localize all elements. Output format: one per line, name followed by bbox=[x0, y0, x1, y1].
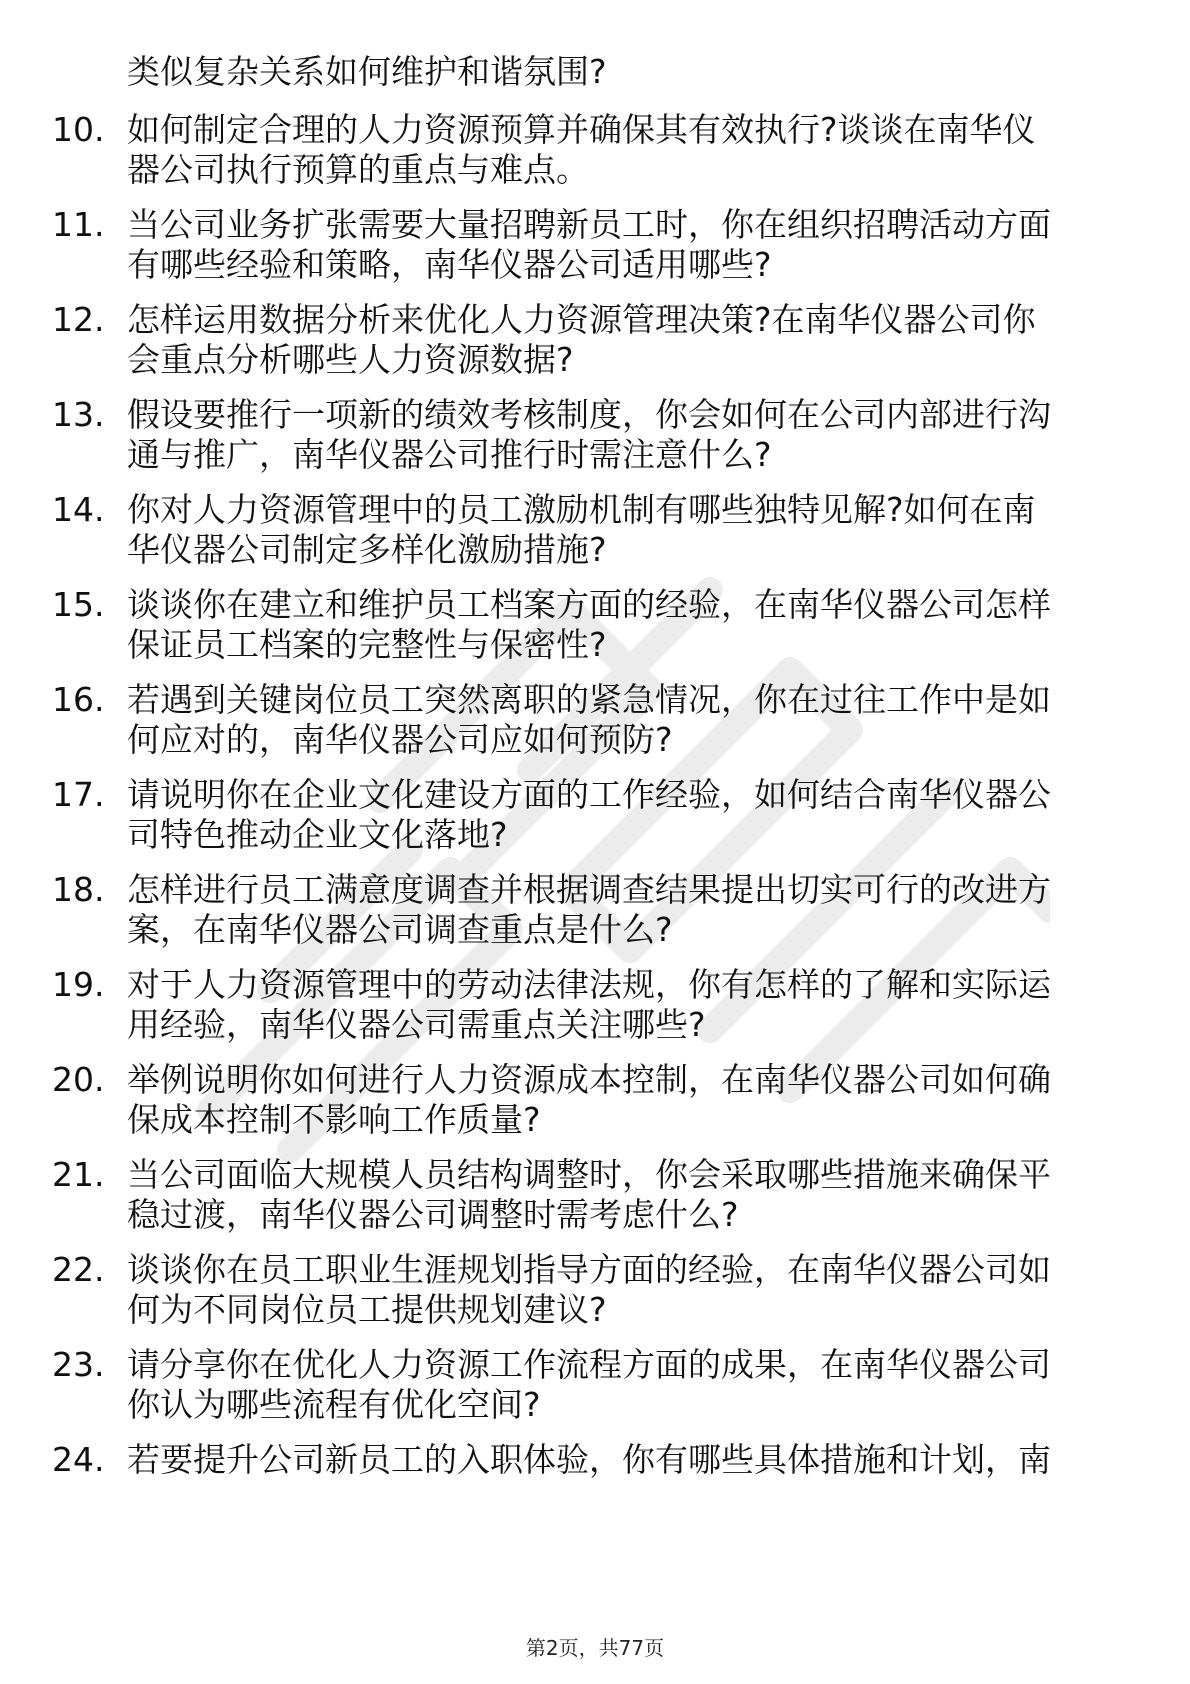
question-number: 17. bbox=[52, 775, 105, 814]
question-text-line: 司特色推动企业文化落地? bbox=[127, 815, 508, 854]
list-item bbox=[0, 680, 1190, 775]
question-number: 21. bbox=[52, 1155, 105, 1194]
question-text-line: 何为不同岗位员工提供规划建议? bbox=[127, 1290, 607, 1329]
question-number: 23. bbox=[52, 1345, 105, 1384]
question-text-line: 稳过渡，南华仪器公司调整时需考虑什么? bbox=[127, 1195, 739, 1234]
question-text-line: 你认为哪些流程有优化空间? bbox=[127, 1385, 541, 1424]
question-text-line: 若遇到关键岗位员工突然离职的紧急情况，你在过往工作中是如 bbox=[127, 680, 1051, 719]
list-item bbox=[0, 1155, 1190, 1250]
question-text bbox=[127, 1345, 1127, 1425]
question-text-line: 谈谈你在员工职业生涯规划指导方面的经验，在南华仪器公司如 bbox=[127, 1250, 1051, 1289]
continuation-line: 类似复杂关系如何维护和谐氛围? bbox=[127, 52, 607, 91]
question-list bbox=[0, 110, 1190, 1535]
question-text-line: 怎样进行员工满意度调查并根据调查结果提出切实可行的改进方 bbox=[127, 870, 1051, 909]
list-item bbox=[0, 110, 1190, 205]
list-item bbox=[0, 205, 1190, 300]
question-text-line: 器公司执行预算的重点与难点。 bbox=[127, 150, 589, 189]
question-text-line: 华仪器公司制定多样化激励措施? bbox=[127, 530, 607, 569]
list-item bbox=[0, 870, 1190, 965]
question-text bbox=[127, 680, 1127, 760]
question-number: 10. bbox=[52, 110, 105, 149]
question-number: 19. bbox=[52, 965, 105, 1004]
question-text-line: 案，在南华仪器公司调查重点是什么? bbox=[127, 910, 673, 949]
question-number: 11. bbox=[52, 205, 105, 244]
question-text bbox=[127, 585, 1127, 665]
question-number: 22. bbox=[52, 1250, 105, 1289]
list-item bbox=[0, 1250, 1190, 1345]
question-text-line: 保成本控制不影响工作质量? bbox=[127, 1100, 541, 1139]
question-text-line: 对于人力资源管理中的劳动法律法规，你有怎样的了解和实际运 bbox=[127, 965, 1051, 1004]
list-item bbox=[0, 300, 1190, 395]
question-number: 12. bbox=[52, 300, 105, 339]
question-number: 14. bbox=[52, 490, 105, 529]
question-number: 18. bbox=[52, 870, 105, 909]
question-text-line: 怎样运用数据分析来优化人力资源管理决策?在南华仪器公司你 bbox=[127, 300, 1036, 339]
question-text-line: 如何制定合理的人力资源预算并确保其有效执行?谈谈在南华仪 bbox=[127, 110, 1036, 149]
question-text-line: 会重点分析哪些人力资源数据? bbox=[127, 340, 574, 379]
list-item bbox=[0, 490, 1190, 585]
question-number: 24. bbox=[52, 1440, 105, 1479]
page-footer: 第2页，共77页 bbox=[525, 1636, 665, 1660]
question-text bbox=[127, 1060, 1127, 1140]
list-item bbox=[0, 1345, 1190, 1440]
question-text bbox=[127, 1440, 1127, 1480]
question-text bbox=[127, 205, 1127, 285]
question-text-line: 当公司面临大规模人员结构调整时，你会采取哪些措施来确保平 bbox=[127, 1155, 1051, 1194]
question-number: 20. bbox=[52, 1060, 105, 1099]
question-text-line: 保证员工档案的完整性与保密性? bbox=[127, 625, 607, 664]
question-text-line: 何应对的，南华仪器公司应如何预防? bbox=[127, 720, 673, 759]
question-text bbox=[127, 110, 1127, 190]
question-number: 15. bbox=[52, 585, 105, 624]
question-number: 16. bbox=[52, 680, 105, 719]
question-text-line: 请说明你在企业文化建设方面的工作经验，如何结合南华仪器公 bbox=[127, 775, 1051, 814]
question-text-line: 当公司业务扩张需要大量招聘新员工时，你在组织招聘活动方面 bbox=[127, 205, 1051, 244]
question-text bbox=[127, 395, 1127, 475]
question-text-line: 通与推广，南华仪器公司推行时需注意什么? bbox=[127, 435, 772, 474]
list-item bbox=[0, 1440, 1190, 1535]
question-text bbox=[127, 300, 1127, 380]
question-text-line: 若要提升公司新员工的入职体验，你有哪些具体措施和计划，南 bbox=[127, 1440, 1051, 1479]
question-text-line: 举例说明你如何进行人力资源成本控制，在南华仪器公司如何确 bbox=[127, 1060, 1051, 1099]
question-text bbox=[127, 1155, 1127, 1235]
list-item bbox=[0, 395, 1190, 490]
question-text bbox=[127, 490, 1127, 570]
question-text-line: 假设要推行一项新的绩效考核制度，你会如何在公司内部进行沟 bbox=[127, 395, 1051, 434]
question-text-line: 用经验，南华仪器公司需重点关注哪些? bbox=[127, 1005, 706, 1044]
question-text bbox=[127, 1250, 1127, 1330]
question-text bbox=[127, 965, 1127, 1045]
list-item bbox=[0, 585, 1190, 680]
question-number: 13. bbox=[52, 395, 105, 434]
question-text bbox=[127, 775, 1127, 855]
list-item bbox=[0, 1060, 1190, 1155]
question-text-line: 你对人力资源管理中的员工激励机制有哪些独特见解?如何在南 bbox=[127, 490, 1036, 529]
question-text bbox=[127, 870, 1127, 950]
question-text-line: 请分享你在优化人力资源工作流程方面的成果，在南华仪器公司 bbox=[127, 1345, 1051, 1384]
list-item bbox=[0, 775, 1190, 870]
question-text-line: 谈谈你在建立和维护员工档案方面的经验，在南华仪器公司怎样 bbox=[127, 585, 1051, 624]
question-text-line: 有哪些经验和策略，南华仪器公司适用哪些? bbox=[127, 245, 772, 284]
list-item bbox=[0, 965, 1190, 1060]
